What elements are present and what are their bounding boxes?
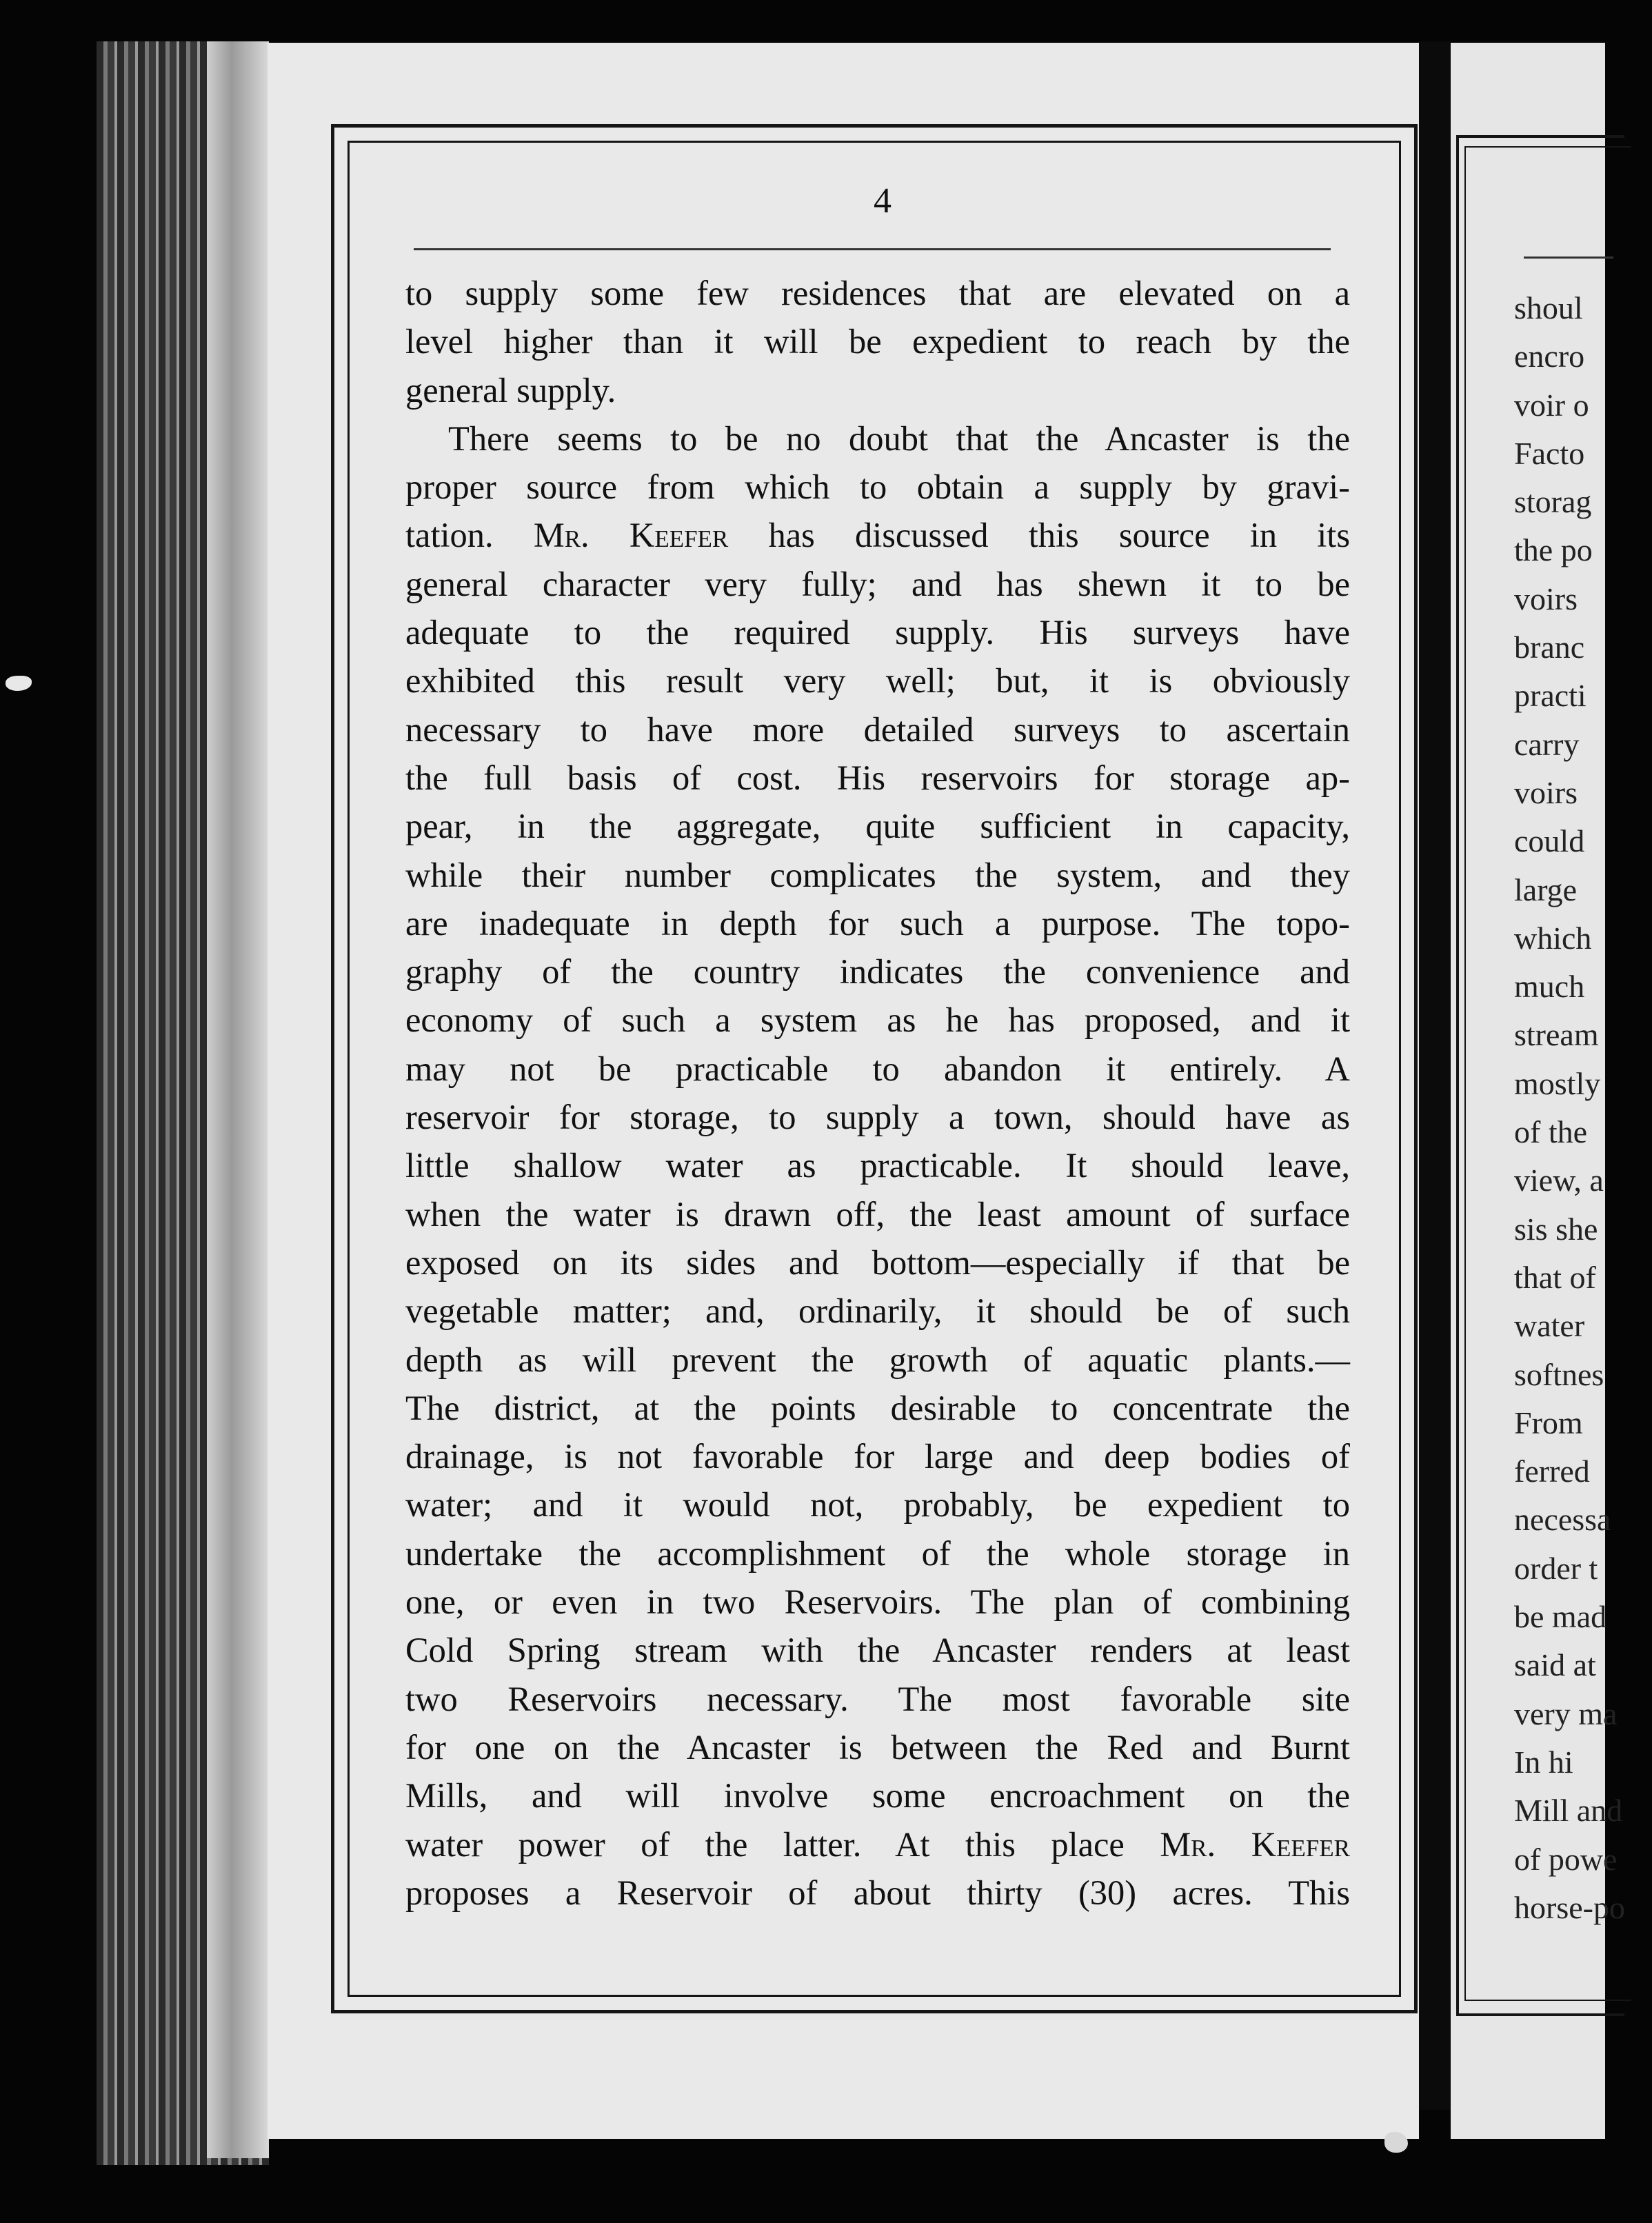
facing-page-line: Mill and: [1514, 1793, 1623, 1829]
text-line: [405, 996, 1350, 1044]
facing-page-line: that of: [1514, 1259, 1596, 1295]
text-segment: drainage, is not favorable for large and deep bodies of: [405, 1437, 1350, 1476]
text-line: [405, 1578, 1350, 1626]
text-segment: proposes a Reservoir of about thirty (30) acres. This: [405, 1873, 1350, 1912]
text-segment: has discussed this source in its: [728, 516, 1350, 555]
text-segment: reservoir for storage, to supply a town, should have as: [405, 1098, 1350, 1137]
text-line: [405, 1287, 1350, 1335]
text-line: [405, 1045, 1350, 1093]
text-line: [405, 1093, 1350, 1141]
facing-page-line: view, a: [1514, 1163, 1604, 1198]
text-line: [405, 1432, 1350, 1480]
text-line: [405, 705, 1350, 754]
header-rule: [414, 248, 1331, 250]
text-segment: are inadequate in depth for such a purpose. The topo-: [405, 903, 1350, 943]
facing-page-line: order t: [1514, 1550, 1598, 1586]
text-segment: graphy of the country indicates the convenience and: [405, 952, 1350, 992]
facing-page-line: of powe: [1514, 1841, 1618, 1877]
text-line: [405, 1771, 1350, 1820]
text-line: [405, 947, 1350, 996]
facing-page-line: Facto: [1514, 435, 1585, 471]
text-line: [405, 317, 1350, 365]
body-text: [405, 269, 1350, 1917]
text-segment: pear, in the aggregate, quite sufficient in capacity,: [405, 807, 1350, 846]
facing-page-text: [1514, 284, 1652, 1932]
facing-page-line: large: [1514, 872, 1578, 907]
facing-page-line: practi: [1514, 678, 1586, 714]
text-segment: economy of such a system as he has proposed, and it: [405, 1000, 1350, 1040]
scan-speck: [6, 676, 32, 691]
text-segment: to supply some few residences that are elevated on a: [405, 274, 1350, 312]
text-segment: undertake the accomplishment of the whole storage in: [405, 1533, 1350, 1573]
facing-page-line: necessa: [1514, 1502, 1611, 1538]
text-line: [405, 1141, 1350, 1189]
text-segment: may not be practicable to abandon it entirely. A: [405, 1049, 1350, 1088]
text-line: [405, 656, 1350, 705]
small-caps-name: Mr. Keefer: [1160, 1824, 1350, 1864]
text-line: [405, 754, 1350, 802]
text-segment: proper source from which to obtain a supply by gravi-: [405, 467, 1350, 507]
facing-page-line: horse-po: [1514, 1889, 1625, 1925]
text-segment: little shallow water as practicable. It should leave,: [405, 1146, 1350, 1185]
facing-page-line: very ma: [1514, 1696, 1618, 1731]
text-segment: water power of the latter. At this place: [405, 1824, 1160, 1864]
text-segment: tation.: [405, 516, 534, 555]
facing-page-line: softnes: [1514, 1356, 1604, 1392]
text-segment: level higher than it will be expedient to reach by the: [405, 322, 1350, 361]
scan-speck: [1384, 2132, 1408, 2153]
text-line: [405, 366, 1350, 414]
facing-page-line: be mad: [1514, 1599, 1607, 1635]
facing-page-rule: [1524, 256, 1613, 259]
text-segment: There seems to be no doubt that the Ancaster is the: [448, 419, 1350, 458]
text-line: [405, 1723, 1350, 1771]
facing-page-line: voir o: [1514, 387, 1589, 423]
facing-page-line: sis she: [1514, 1211, 1598, 1247]
facing-page-line: mostly: [1514, 1065, 1601, 1101]
text-line: [405, 511, 1350, 559]
text-segment: while their number complicates the system, and they: [405, 855, 1350, 894]
text-line: [405, 899, 1350, 947]
text-line: [405, 1626, 1350, 1674]
page-edges-inner: [207, 41, 269, 2158]
facing-page-line: In hi: [1514, 1744, 1573, 1780]
facing-page-line: water: [1514, 1308, 1585, 1344]
text-segment: adequate to the required supply. His surveys have: [405, 613, 1350, 652]
text-segment: when the water is drawn off, the least amount of surface: [405, 1194, 1350, 1234]
facing-page-line: shoul: [1514, 290, 1583, 325]
text-line: [405, 851, 1350, 899]
facing-page-line: stream: [1514, 1017, 1599, 1053]
text-line: [405, 1820, 1350, 1869]
facing-page-line: could: [1514, 823, 1585, 859]
facing-page-line: branc: [1514, 630, 1585, 665]
facing-page-line: encro: [1514, 339, 1585, 374]
text-segment: the full basis of cost. His reservoirs for storage ap-: [405, 758, 1350, 797]
text-segment: two Reservoirs necessary. The most favorable site: [405, 1679, 1350, 1718]
facing-page-line: ferred: [1514, 1454, 1590, 1489]
text-segment: The district, at the points desirable to concentrate the: [405, 1388, 1350, 1427]
text-segment: Cold Spring stream with the Ancaster renders at least: [405, 1631, 1350, 1670]
small-caps-name: Mr. Keefer: [533, 516, 729, 555]
text-line: [405, 560, 1350, 608]
text-line: [405, 1384, 1350, 1432]
text-line: [405, 1336, 1350, 1384]
facing-page-line: said at: [1514, 1647, 1596, 1683]
text-segment: for one on the Ancaster is between the Red and Burnt: [405, 1727, 1350, 1767]
facing-page-line: carry: [1514, 726, 1580, 762]
text-line: [405, 1675, 1350, 1723]
text-line: [405, 1190, 1350, 1238]
text-line: [405, 802, 1350, 850]
text-line: [405, 1869, 1350, 1917]
text-line: [405, 1529, 1350, 1578]
facing-page-line: voirs: [1514, 774, 1578, 810]
text-segment: one, or even in two Reservoirs. The plan of combining: [405, 1582, 1350, 1622]
facing-page-line: storag: [1514, 484, 1592, 520]
facing-page-line: the po: [1514, 532, 1593, 568]
book-gutter: [1419, 41, 1451, 2110]
text-line: [405, 269, 1350, 317]
text-line: [405, 463, 1350, 511]
text-segment: water; and it would not, probably, be expedient to: [405, 1485, 1350, 1525]
text-segment: exposed on its sides and bottom—especially if that be: [405, 1243, 1350, 1282]
text-line: [405, 1238, 1350, 1287]
facing-page-line: voirs: [1514, 581, 1578, 616]
text-segment: general supply.: [405, 370, 616, 410]
text-segment: necessary to have more detailed surveys to ascertain: [405, 710, 1350, 749]
facing-page-line: From: [1514, 1405, 1583, 1440]
text-segment: depth as will prevent the growth of aquatic plants.—: [405, 1340, 1350, 1379]
facing-page-line: of the: [1514, 1114, 1588, 1150]
text-segment: vegetable matter; and, ordinarily, it should be of such: [405, 1291, 1350, 1331]
text-line: [405, 414, 1350, 463]
text-line: [405, 1480, 1350, 1529]
facing-page-line: which: [1514, 920, 1592, 956]
text-line: [405, 608, 1350, 656]
text-segment: general character very fully; and has shewn it to be: [405, 564, 1350, 603]
text-segment: exhibited this result very well; but, it is obviously: [405, 661, 1350, 701]
facing-page-line: much: [1514, 969, 1585, 1005]
page-number: 4: [874, 181, 892, 221]
text-segment: Mills, and will involve some encroachment on the: [405, 1776, 1350, 1815]
